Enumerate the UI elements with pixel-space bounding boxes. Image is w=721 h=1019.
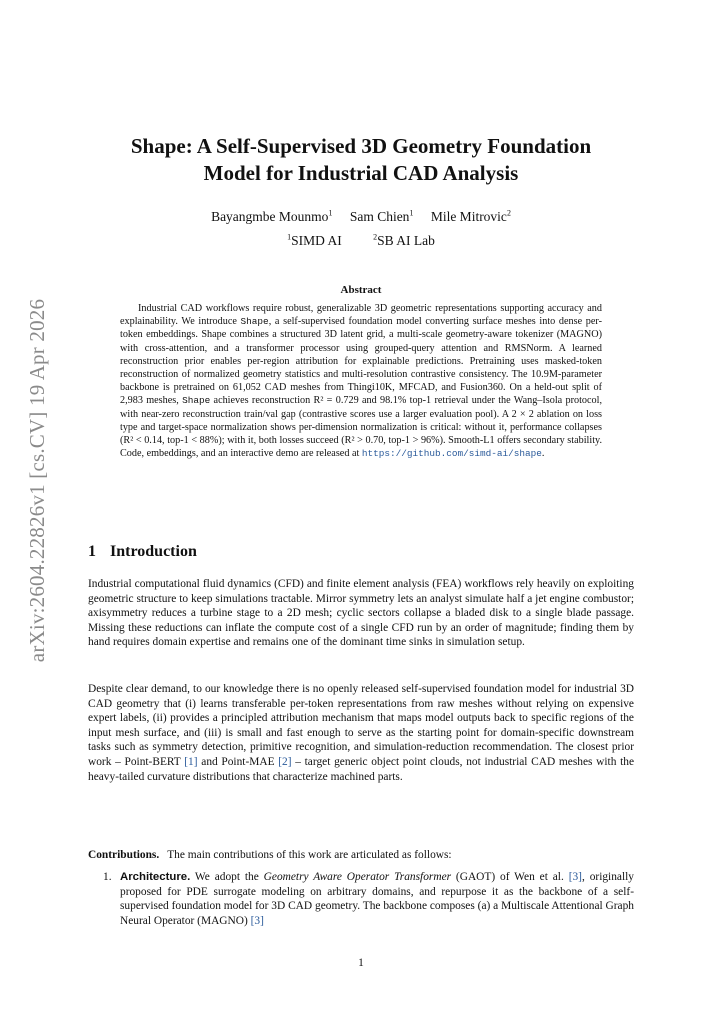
abstract-body: Industrial CAD workflows require robust, generalizable 3D geometric representations supporting accuracy and explainability. We introduce Shape, a self-supervised foundation model converting surface meshes into dense per-token embeddings. Shape combines a structured 3D latent grid, a multi-scale geometry-aware tokenizer (MAGNO) with cross-attention, and a transformer processor using grouped-query attention and RMSNorm. A learned reconstruction prior enables per-region attribution for explainable predictions. Pretraining uses masked-token reconstruction of normalized geometry statistics and multi-resolution contrastive consistency. The 10.9M-parameter backbone is pretrained on 61,052 CAD meshes from Thingi10K, MFCAD, and Fusion360. On a held-out split of 2,983 meshes, Shape achieves reconstruction R² = 0.729 and 98.1% top-1 retrieval under the Wang–Isola protocol, with near-zero reconstruction train/val gap (contrastive scores use a larger evaluation pool). A 2 × 2 ablation on loss type and target-space normalization shows per-dimension normalization is critical: without it, performance collapses (R² < 0.14, top-1 < 88%); with it, both losses succeed (R² > 0.70, top-1 > 96%). Smooth-L1 offers secondary stability. Code, embeddings, and an interactive demo are released at https://github.com/simd-ai/shape. [120, 303, 603, 460]
intro-paragraph-1: Industrial computational fluid dynamics (CFD) and finite element analysis (FEA) workflows rely heavily on exploiting geometric structure to keep simulations tractable. Mirror symmetry lets an analyst simulate half a jet engine combustor; axisymmetry reduces a turbine stage to a 2D mesh; cyclic sectors collapse a bladed disk to a single blade passage. Missing these reductions can inflate the compute cost of a single CFD run by an order of magnitude; finding them by hand requires domain expertise and remains one of the dominant time sinks in simulation setup. [88, 578, 634, 649]
affiliation: $^1$SIMD AI [287, 232, 342, 248]
author-list [88, 208, 634, 226]
section-title: Introduction [110, 543, 197, 560]
contributions-heading: Contributions. [88, 849, 160, 861]
contributions-paragraph: Contributions. The main contributions of this work are articulated as follows: [88, 849, 452, 861]
section-heading-introduction [88, 543, 634, 561]
item-label: Architecture. [120, 871, 191, 883]
contribution-item-1: 1. Architecture. We adopt the Geometry Aware Operator Transformer (GAOT) of Wen et al. [3], originally proposed for PDE surrogate modeling on arbitrary domains, and repurpose it as the backbone of a self-supervised foundation model for 3D CAD geometry. The backbone composes (a) a Multiscale Attentional Graph Neural Operator (MAGNO) [3] [103, 871, 634, 927]
affiliation-list [88, 232, 634, 250]
title-line-2: Model for Industrial CAD Analysis [203, 161, 519, 185]
repository-link[interactable]: https://github.com/simd-ai/shape [361, 448, 542, 460]
arxiv-stamp [18, 290, 58, 670]
model-name-code: Shape [240, 316, 269, 328]
model-name-code: Shape [182, 395, 211, 407]
page-number: 1 [358, 957, 364, 969]
author: Bayangmbe Mounmo$^1$ [211, 208, 333, 224]
section-number: 1 [88, 543, 96, 560]
affiliation: $^2$SB AI Lab [373, 232, 435, 248]
paper-title [88, 133, 634, 187]
intro-paragraph-2: Despite clear demand, to our knowledge there is no openly released self-supervised foundation model for industrial 3D CAD geometry that (i) learns transferable per-token representations from raw meshes without relying on expensive expert labels, (ii) provides a principled attribution mechanism that maps model outputs back to specific regions of the input mesh surface, and (iii) is small and fast enough to serve as the starting point for domain-specific downstream tasks such as symmetry detection, primitive recognition, and simulation-reduction recommendation. The closest prior work – Point-BERT [1] and Point-MAE [2] – target generic object point clouds, not industrial CAD meshes with the heavy-tailed curvature distributions that characterize machined parts. [88, 683, 634, 783]
citation-link[interactable]: [1] [184, 755, 198, 768]
arxiv-stamp-text: arXiv:2604.22826v1 [cs.CV] 19 Apr 2026 [25, 298, 50, 662]
citation-link[interactable]: [2] [278, 755, 292, 768]
author: Sam Chien$^1$ [349, 208, 414, 224]
abstract-heading: Abstract [340, 284, 382, 296]
author: Mile Mitrovic$^2$ [430, 208, 511, 224]
title-line-1: Shape: A Self-Supervised 3D Geometry Foundation [130, 134, 592, 158]
citation-link[interactable]: [3] [568, 871, 582, 883]
citation-link[interactable]: [3] [250, 914, 264, 927]
list-number: 1. [103, 871, 112, 883]
